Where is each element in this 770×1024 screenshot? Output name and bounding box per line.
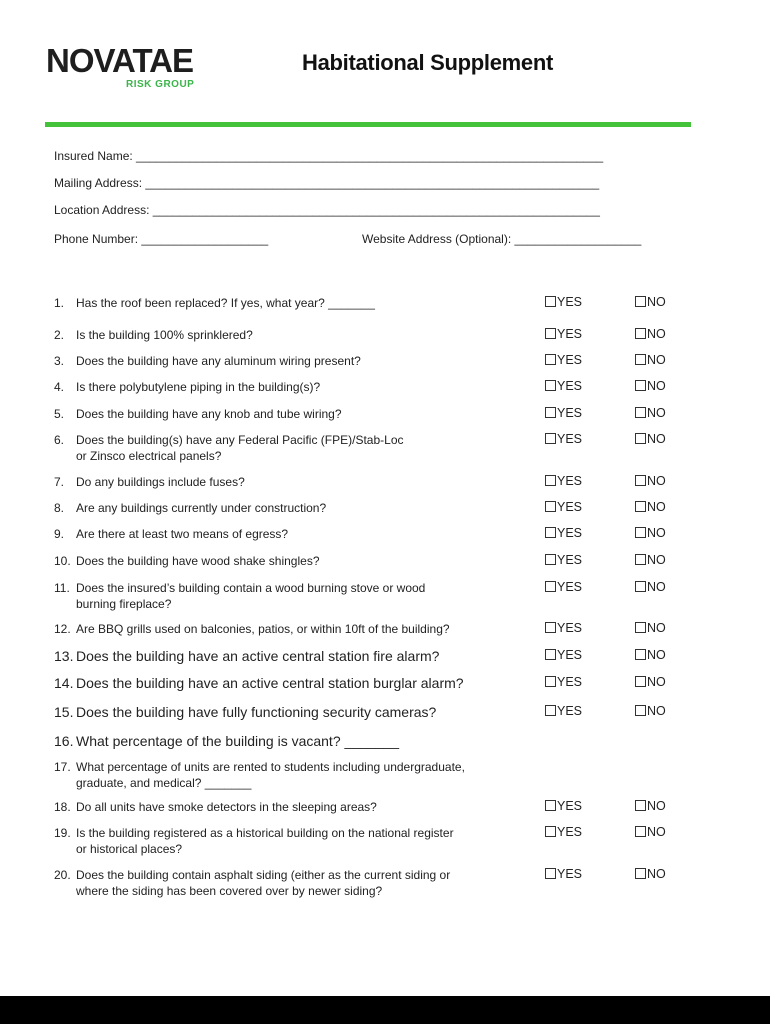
question-8 bbox=[54, 500, 326, 516]
question-12-yes-checkbox[interactable] bbox=[545, 621, 582, 635]
checkbox-box[interactable] bbox=[545, 581, 556, 592]
question-2 bbox=[54, 327, 253, 343]
question-11 bbox=[54, 580, 425, 612]
question-text-line-1: Does the building have any aluminum wiring present? bbox=[76, 354, 361, 368]
checkbox-label: YES bbox=[557, 295, 583, 309]
checkbox-box[interactable] bbox=[635, 328, 646, 339]
checkbox-label: YES bbox=[557, 825, 583, 839]
question-text bbox=[76, 825, 454, 857]
question-number: 11. bbox=[54, 581, 70, 595]
question-6 bbox=[54, 432, 404, 464]
checkbox-label: YES bbox=[557, 500, 583, 514]
question-17 bbox=[54, 759, 465, 791]
checkbox-label: NO bbox=[647, 353, 666, 367]
question-16 bbox=[54, 733, 399, 749]
question-8-yes-checkbox[interactable] bbox=[545, 500, 582, 514]
checkbox-box[interactable] bbox=[545, 527, 556, 538]
question-9-yes-checkbox[interactable] bbox=[545, 526, 582, 540]
question-text-line-1: Are there at least two means of egress? bbox=[76, 527, 289, 541]
checkbox-label: NO bbox=[647, 474, 666, 488]
checkbox-box[interactable] bbox=[635, 407, 646, 418]
checkbox-box[interactable] bbox=[545, 868, 556, 879]
checkbox-label: YES bbox=[557, 406, 583, 420]
checkbox-box[interactable] bbox=[545, 705, 556, 716]
question-20 bbox=[54, 867, 450, 899]
question-12-no-checkbox[interactable] bbox=[635, 621, 666, 635]
checkbox-box[interactable] bbox=[635, 705, 646, 716]
checkbox-label: YES bbox=[557, 526, 583, 540]
header-divider bbox=[45, 122, 691, 127]
question-text bbox=[76, 704, 436, 720]
question-15-no-checkbox[interactable] bbox=[635, 704, 666, 718]
checkbox-label: NO bbox=[647, 867, 666, 881]
checkbox-box[interactable] bbox=[545, 354, 556, 365]
question-number: 1. bbox=[54, 296, 65, 310]
question-text bbox=[76, 353, 361, 369]
question-text bbox=[76, 406, 342, 422]
question-11-no-checkbox[interactable] bbox=[635, 580, 666, 594]
checkbox-label: YES bbox=[557, 621, 583, 635]
question-text-line-1: Does the building have fully functioning security cameras? bbox=[76, 704, 437, 720]
checkbox-label: YES bbox=[557, 553, 583, 567]
question-text bbox=[76, 648, 439, 664]
question-text-line-1: Is the building registered as a historical building on the national register bbox=[76, 826, 454, 840]
question-number: 19. bbox=[54, 826, 71, 840]
question-20-no-checkbox[interactable] bbox=[635, 867, 666, 881]
question-text-line-1: Does the building have an active central station fire alarm? bbox=[76, 648, 440, 664]
checkbox-label: NO bbox=[647, 295, 666, 309]
question-20-yes-checkbox[interactable] bbox=[545, 867, 582, 881]
question-3-no-checkbox[interactable] bbox=[635, 353, 666, 367]
checkbox-label: YES bbox=[557, 675, 583, 689]
question-text-line-1: Are BBQ grills used on balconies, patios, or within 10ft of the building? bbox=[76, 622, 450, 636]
question-number: 16. bbox=[54, 733, 74, 749]
checkbox-box[interactable] bbox=[635, 581, 646, 592]
novatae-logo bbox=[46, 44, 206, 94]
question-number: 14. bbox=[54, 675, 74, 691]
phone-number-field[interactable]: Phone Number: ___________________ bbox=[54, 232, 269, 246]
question-text-line-1: Does the building have wood shake shingles? bbox=[76, 554, 320, 568]
question-text-line-2: burning fireplace? bbox=[76, 597, 172, 611]
question-14 bbox=[54, 675, 464, 691]
checkbox-label: NO bbox=[647, 621, 666, 635]
question-18-no-checkbox[interactable] bbox=[635, 799, 666, 813]
logo-subtitle: RISK GROUP bbox=[126, 79, 195, 90]
question-text bbox=[76, 799, 377, 815]
question-7 bbox=[54, 474, 245, 490]
question-text bbox=[76, 553, 320, 569]
question-5-yes-checkbox[interactable] bbox=[545, 406, 582, 420]
question-number: 20. bbox=[54, 868, 71, 882]
checkbox-box[interactable] bbox=[635, 354, 646, 365]
checkbox-label: YES bbox=[557, 799, 583, 813]
checkbox-label: NO bbox=[647, 580, 666, 594]
question-text-line-1: Do all units have smoke detectors in the sleeping areas? bbox=[76, 800, 377, 814]
question-number: 5. bbox=[54, 407, 65, 421]
question-number: 2. bbox=[54, 328, 65, 342]
question-text bbox=[76, 759, 465, 791]
question-9 bbox=[54, 526, 288, 542]
question-text bbox=[76, 295, 375, 311]
question-3 bbox=[54, 353, 361, 369]
checkbox-box[interactable] bbox=[545, 649, 556, 660]
checkbox-label: YES bbox=[557, 432, 583, 446]
question-text bbox=[76, 379, 320, 395]
checkbox-box[interactable] bbox=[635, 433, 646, 444]
checkbox-box[interactable] bbox=[635, 475, 646, 486]
question-text bbox=[76, 867, 450, 899]
checkbox-label: NO bbox=[647, 799, 666, 813]
question-10-no-checkbox[interactable] bbox=[635, 553, 666, 567]
question-number: 6. bbox=[54, 433, 65, 447]
question-text-line-1: What percentage of the building is vacant? _______ bbox=[76, 733, 400, 749]
question-text bbox=[76, 580, 425, 612]
checkbox-box[interactable] bbox=[545, 676, 556, 687]
question-3-yes-checkbox[interactable] bbox=[545, 353, 582, 367]
checkbox-label: NO bbox=[647, 526, 666, 540]
question-text-line-2: or Zinsco electrical panels? bbox=[76, 449, 222, 463]
checkbox-label: YES bbox=[557, 474, 583, 488]
checkbox-box[interactable] bbox=[635, 649, 646, 660]
checkbox-box[interactable] bbox=[635, 380, 646, 391]
question-text bbox=[76, 621, 450, 637]
question-text-line-1: Does the building(s) have any Federal Pacific (FPE)/Stab-Loc bbox=[76, 433, 404, 447]
question-15-yes-checkbox[interactable] bbox=[545, 704, 582, 718]
question-5-no-checkbox[interactable] bbox=[635, 406, 666, 420]
question-7-no-checkbox[interactable] bbox=[635, 474, 666, 488]
checkbox-box[interactable] bbox=[545, 380, 556, 391]
page-title: Habitational Supplement bbox=[302, 50, 554, 75]
checkbox-box[interactable] bbox=[635, 868, 646, 879]
checkbox-box[interactable] bbox=[545, 622, 556, 633]
checkbox-label: YES bbox=[557, 867, 583, 881]
question-number: 8. bbox=[54, 501, 65, 515]
checkbox-box[interactable] bbox=[545, 800, 556, 811]
checkbox-label: NO bbox=[647, 675, 666, 689]
question-number: 17. bbox=[54, 760, 71, 774]
question-10-yes-checkbox[interactable] bbox=[545, 553, 582, 567]
checkbox-label: YES bbox=[557, 704, 583, 718]
question-number: 15. bbox=[54, 704, 74, 720]
question-18-yes-checkbox[interactable] bbox=[545, 799, 582, 813]
question-text bbox=[76, 432, 404, 464]
checkbox-label: NO bbox=[647, 379, 666, 393]
logo-wordmark: NOVATAE bbox=[46, 42, 193, 79]
checkbox-box[interactable] bbox=[545, 554, 556, 565]
checkbox-label: NO bbox=[647, 406, 666, 420]
checkbox-label: YES bbox=[557, 327, 583, 341]
checkbox-box[interactable] bbox=[635, 501, 646, 512]
checkbox-box[interactable] bbox=[545, 475, 556, 486]
checkbox-box[interactable] bbox=[635, 676, 646, 687]
question-19-yes-checkbox[interactable] bbox=[545, 825, 582, 839]
question-text-line-1: Does the insured’s building contain a wood burning stove or wood bbox=[76, 581, 426, 595]
question-12 bbox=[54, 621, 450, 637]
question-number: 12. bbox=[54, 622, 71, 636]
question-number: 10. bbox=[54, 554, 71, 568]
question-2-no-checkbox[interactable] bbox=[635, 327, 666, 341]
mailing-address-field[interactable]: Mailing Address: ____________________________________________________________________ bbox=[54, 176, 600, 190]
question-1 bbox=[54, 295, 375, 311]
question-number: 3. bbox=[54, 354, 65, 368]
question-2-yes-checkbox[interactable] bbox=[545, 327, 582, 341]
question-text bbox=[76, 526, 288, 542]
checkbox-box[interactable] bbox=[635, 554, 646, 565]
bottom-bar bbox=[0, 996, 770, 1024]
question-9-no-checkbox[interactable] bbox=[635, 526, 666, 540]
checkbox-label: NO bbox=[647, 704, 666, 718]
question-number: 4. bbox=[54, 380, 65, 394]
question-text-line-2: or historical places? bbox=[76, 842, 183, 856]
question-10 bbox=[54, 553, 320, 569]
checkbox-box[interactable] bbox=[545, 826, 556, 837]
question-6-yes-checkbox[interactable] bbox=[545, 432, 582, 446]
question-text-line-1: What percentage of units are rented to students including undergraduate, bbox=[76, 760, 465, 774]
checkbox-label: NO bbox=[647, 327, 666, 341]
question-4-no-checkbox[interactable] bbox=[635, 379, 666, 393]
question-text-line-1: Is there polybutylene piping in the building(s)? bbox=[76, 380, 321, 394]
question-number: 7. bbox=[54, 475, 65, 489]
question-number: 9. bbox=[54, 527, 65, 541]
insured-name-field[interactable]: Insured Name: ______________________________________________________________________ bbox=[54, 149, 604, 163]
checkbox-box[interactable] bbox=[635, 296, 646, 307]
question-text-line-1: Has the roof been replaced? If yes, what year? _______ bbox=[76, 296, 375, 310]
question-text-line-1: Do any buildings include fuses? bbox=[76, 475, 245, 489]
question-5 bbox=[54, 406, 342, 422]
question-7-yes-checkbox[interactable] bbox=[545, 474, 582, 488]
question-1-no-checkbox[interactable] bbox=[635, 295, 666, 309]
checkbox-box[interactable] bbox=[635, 622, 646, 633]
location-address-field[interactable]: Location Address: ___________________________________________________________________ bbox=[54, 203, 600, 217]
checkbox-label: NO bbox=[647, 500, 666, 514]
question-text-line-2: graduate, and medical? _______ bbox=[76, 776, 252, 790]
question-14-no-checkbox[interactable] bbox=[635, 675, 666, 689]
question-text-line-1: Are any buildings currently under construction? bbox=[76, 501, 327, 515]
question-19 bbox=[54, 825, 454, 857]
checkbox-box[interactable] bbox=[635, 826, 646, 837]
question-15 bbox=[54, 704, 436, 720]
question-4-yes-checkbox[interactable] bbox=[545, 379, 582, 393]
checkbox-label: NO bbox=[647, 432, 666, 446]
question-text bbox=[76, 327, 253, 343]
website-address-field[interactable]: Website Address (Optional): ___________________ bbox=[362, 232, 642, 246]
question-4 bbox=[54, 379, 320, 395]
checkbox-box[interactable] bbox=[635, 800, 646, 811]
question-number: 13. bbox=[54, 648, 74, 664]
question-text-line-1: Is the building 100% sprinklered? bbox=[76, 328, 253, 342]
checkbox-label: NO bbox=[647, 825, 666, 839]
question-text-line-1: Does the building contain asphalt siding (either as the current siding or bbox=[76, 868, 451, 882]
checkbox-label: YES bbox=[557, 648, 583, 662]
question-text-line-2: where the siding has been covered over by newer siding? bbox=[76, 884, 383, 898]
checkbox-label: NO bbox=[647, 648, 666, 662]
question-text-line-1: Does the building have any knob and tube wiring? bbox=[76, 407, 342, 421]
checkbox-label: YES bbox=[557, 379, 583, 393]
checkbox-box[interactable] bbox=[545, 296, 556, 307]
checkbox-label: NO bbox=[647, 553, 666, 567]
question-19-no-checkbox[interactable] bbox=[635, 825, 666, 839]
checkbox-label: YES bbox=[557, 353, 583, 367]
question-13 bbox=[54, 648, 439, 664]
checkbox-box[interactable] bbox=[545, 328, 556, 339]
checkbox-label: YES bbox=[557, 580, 583, 594]
question-8-no-checkbox[interactable] bbox=[635, 500, 666, 514]
question-text bbox=[76, 675, 464, 691]
checkbox-box[interactable] bbox=[545, 407, 556, 418]
question-6-no-checkbox[interactable] bbox=[635, 432, 666, 446]
question-text bbox=[76, 733, 399, 749]
question-text bbox=[76, 500, 326, 516]
question-11-yes-checkbox[interactable] bbox=[545, 580, 582, 594]
question-text bbox=[76, 474, 245, 490]
question-14-yes-checkbox[interactable] bbox=[545, 675, 582, 689]
checkbox-box[interactable] bbox=[635, 527, 646, 538]
question-13-no-checkbox[interactable] bbox=[635, 648, 666, 662]
checkbox-box[interactable] bbox=[545, 433, 556, 444]
question-13-yes-checkbox[interactable] bbox=[545, 648, 582, 662]
question-number: 18. bbox=[54, 800, 71, 814]
question-text-line-1: Does the building have an active central station burglar alarm? bbox=[76, 675, 464, 691]
question-1-yes-checkbox[interactable] bbox=[545, 295, 582, 309]
checkbox-box[interactable] bbox=[545, 501, 556, 512]
question-18 bbox=[54, 799, 377, 815]
